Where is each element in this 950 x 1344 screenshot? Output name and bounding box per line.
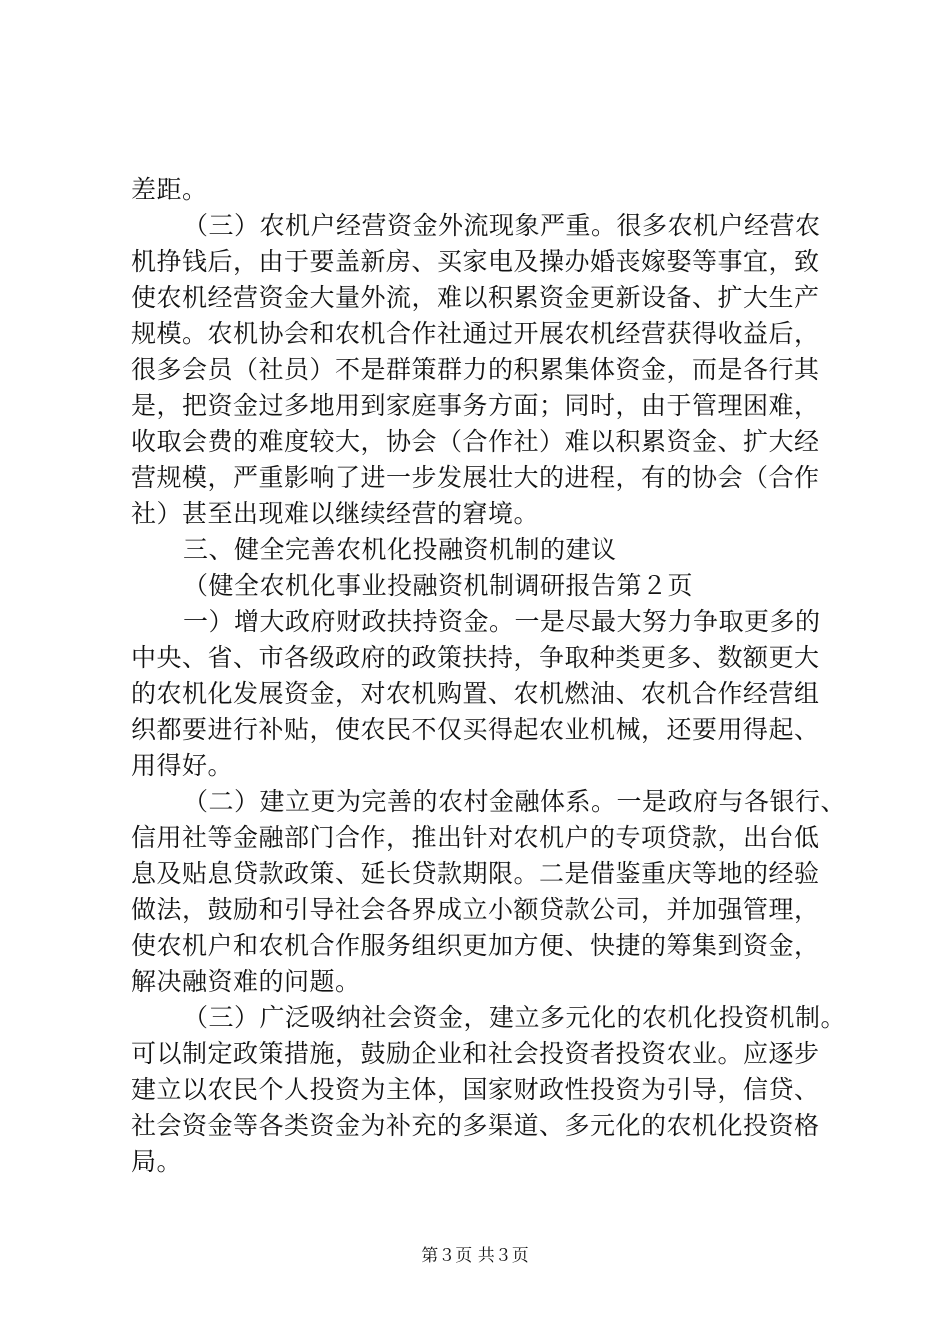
text-line: 建立以农民个人投资为主体，国家财政性投资为引导，信贷、 [131, 1075, 820, 1104]
text-line: 社会资金等各类资金为补充的多渠道、多元化的农机化投资格 [131, 1111, 820, 1140]
text-line: 三、健全完善农机化投融资机制的建议 [183, 535, 617, 564]
text-line: 息及贴息贷款政策、延长贷款期限。二是借鉴重庆等地的经验 [131, 859, 820, 888]
text-line: 的农机化发展资金，对农机购置、农机燃油、农机合作经营组 [131, 679, 820, 708]
text-line: （三）广泛吸纳社会资金，建立多元化的农机化投资机制。 [183, 1003, 847, 1032]
text-line: 营规模，严重影响了进一步发展壮大的进程，有的协会（合作 [131, 463, 820, 492]
text-line: 用得好。 [131, 751, 234, 780]
text-line: 差距。 [131, 175, 208, 204]
page-footer: 第３页 共３页 [421, 1246, 529, 1266]
text-line: 机挣钱后，由于要盖新房、买家电及操办婚丧嫁娶等事宜，致 [131, 247, 820, 276]
text-line: （健全农机化事业投融资机制调研报告第２页 [183, 571, 694, 600]
text-line: 规模。农机协会和农机合作社通过开展农机经营获得收益后， [131, 319, 820, 348]
text-line: 收取会费的难度较大，协会（合作社）难以积累资金、扩大经 [131, 427, 820, 456]
document-body [131, 172, 847, 1180]
text-line: 使农机户和农机合作服务组织更加方便、快捷的筹集到资金， [131, 931, 820, 960]
text-line: 使农机经营资金大量外流，难以积累资金更新设备、扩大生产 [131, 283, 820, 312]
text-line: 中央、省、市各级政府的政策扶持，争取种类更多、数额更大 [131, 643, 820, 672]
text-line: 织都要进行补贴，使农民不仅买得起农业机械，还要用得起、 [131, 715, 820, 744]
text-line: 做法，鼓励和引导社会各界成立小额贷款公司，并加强管理， [131, 895, 820, 924]
text-line: 社）甚至出现难以继续经营的窘境。 [131, 499, 540, 528]
text-line: 信用社等金融部门合作，推出针对农机户的专项贷款，出台低 [131, 823, 820, 852]
text-line: 是，把资金过多地用到家庭事务方面；同时，由于管理困难， [131, 391, 820, 420]
text-line: 可以制定政策措施，鼓励企业和社会投资者投资农业。应逐步 [131, 1039, 820, 1068]
text-line: （二）建立更为完善的农村金融体系。一是政府与各银行、 [183, 787, 847, 816]
text-line: 局。 [131, 1147, 183, 1176]
text-line: 解决融资难的问题。 [131, 967, 361, 996]
text-line: 很多会员（社员）不是群策群力的积累集体资金，而是各行其 [131, 355, 820, 384]
text-line: （三）农机户经营资金外流现象严重。很多农机户经营农 [183, 211, 821, 240]
text-line: 一）增大政府财政扶持资金。一是尽最大努力争取更多的 [183, 607, 821, 636]
